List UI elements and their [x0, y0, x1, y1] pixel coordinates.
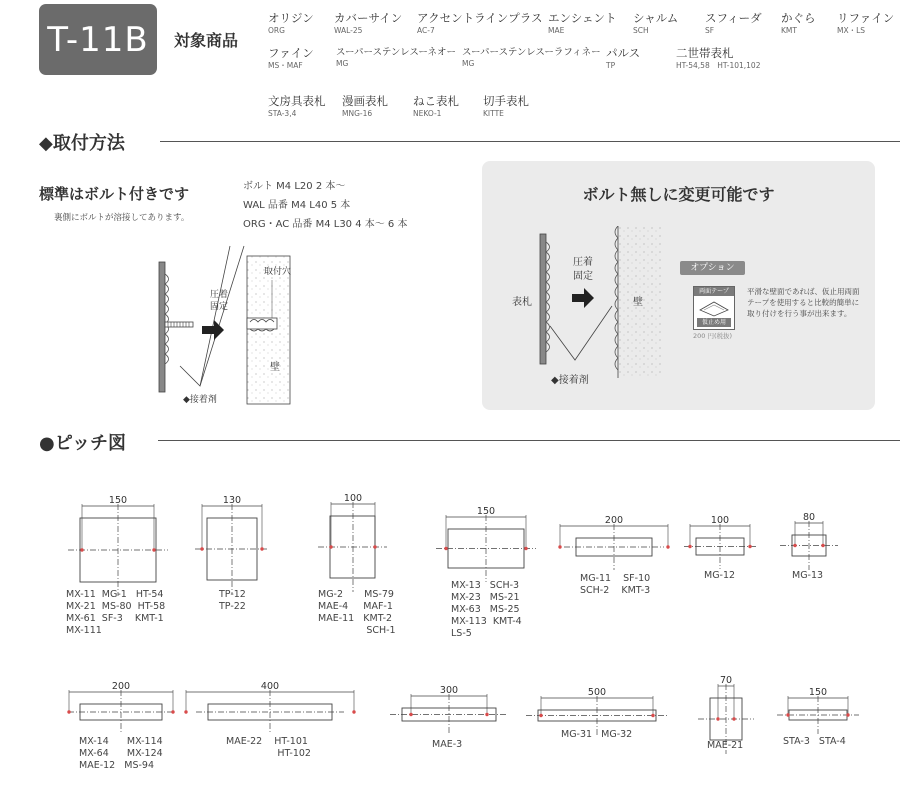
- pitch-value: 500: [587, 687, 607, 698]
- pitch-value: 100: [343, 493, 363, 504]
- pitch-value: 400: [260, 681, 280, 692]
- pitch-models: MX-11 MG-1 HT-54 MX-21 MS-80 HT-58 MX-61 SF-3 KMT-1 MX-111: [66, 589, 166, 636]
- bolt-hole: [688, 545, 691, 548]
- section-divider: [160, 141, 900, 142]
- bolt-hole: [666, 545, 669, 548]
- product-item: シャルム SCH: [633, 11, 679, 35]
- bolt-hole: [152, 548, 155, 551]
- pitch-value: 100: [710, 515, 730, 526]
- product-item: かぐら KMT: [781, 11, 816, 35]
- option-description: 平滑な壁面であれば、仮止用両面テープを使用すると比較的簡単に取り付けを行う事が出来ます。: [747, 287, 860, 318]
- pitch-models: MX-13 SCH-3 MX-23 MS-21 MX-63 MS-25 MX-113 KMT-4 LS-5: [451, 580, 522, 639]
- bolt-hole: [846, 713, 849, 716]
- option-badge: オプション: [680, 261, 745, 275]
- product-item: 二世帯表札 HT-54,58 HT-101,102: [676, 46, 761, 70]
- section-divider: [158, 440, 900, 441]
- pitch-value: 150: [476, 506, 496, 517]
- adhesive-bumps: [546, 242, 550, 352]
- pitch-value: 300: [439, 685, 459, 696]
- pitch-models: MG-11 SF-10 SCH-2 KMT-3: [580, 573, 651, 596]
- standard-bolt-title: 標準はボルト付きです: [39, 185, 190, 203]
- bolt-hole: [821, 544, 824, 547]
- pitch-models: MG-31 MG-32: [561, 729, 633, 740]
- bolt-hole: [539, 714, 542, 717]
- press-arrow-icon: [572, 288, 594, 308]
- fix-label: 固定: [573, 271, 593, 282]
- pitch-value: 150: [108, 495, 128, 506]
- pitch-section-title: ●ピッチ図: [39, 433, 126, 454]
- pitch-value: 200: [604, 515, 624, 526]
- pitch-models: MAE-21: [707, 740, 744, 751]
- bolt-hole: [184, 710, 187, 713]
- pitch-models: MG-2 MS-79 MAE-4 MAF-1 MAE-11 KMT-2 SCH-1: [318, 589, 396, 636]
- pitch-models: STA-3 STA-4: [783, 736, 846, 747]
- nameplate-side: [540, 234, 546, 364]
- pitch-models: TP-12 TP-22: [219, 589, 246, 612]
- bolt-spec: WAL 品番 M4 L40 5 本: [243, 200, 351, 211]
- no-bolt-title: ボルト無しに変更可能です: [582, 185, 775, 204]
- adhesive-mounting-diagram: [530, 226, 670, 386]
- press-label: 圧着: [573, 257, 593, 268]
- bolt-spec: ボルト M4 L20 2 本〜: [243, 181, 346, 192]
- pitch-value: 70: [719, 675, 733, 686]
- bolt-hole: [732, 717, 735, 720]
- bolt-hole: [80, 548, 83, 551]
- bolt-hole: [793, 544, 796, 547]
- option-price: 200 円(税抜): [693, 332, 733, 340]
- product-item: リファイン MX・LS: [837, 11, 895, 35]
- bolt-hole: [558, 545, 561, 548]
- press-arrow-icon: [202, 320, 224, 340]
- pitch-value: 150: [808, 687, 828, 698]
- press-label: 圧着: [210, 290, 229, 300]
- pitch-value: 80: [802, 512, 816, 523]
- bolt-mounting-diagram: [150, 236, 300, 406]
- bolt-hole: [786, 713, 789, 716]
- bolt-hole: [524, 547, 527, 550]
- bolt-hole: [171, 710, 174, 713]
- mounting-section-title: ◆取付方法: [39, 133, 125, 154]
- nameplate-side: [159, 262, 165, 392]
- bolt-hole: [352, 710, 355, 713]
- product-item: 文房具表札 STA-3,4: [268, 94, 326, 118]
- pitch-models: MX-14 MX-114 MX-64 MX-124 MAE-12 MS-94: [79, 736, 163, 771]
- adhesive-pointer: [180, 246, 230, 386]
- pitch-models: MAE-3: [432, 739, 463, 750]
- bolt-hole: [67, 710, 70, 713]
- bolt-hole: [200, 547, 203, 550]
- bolt-hole: [651, 714, 654, 717]
- products-label: 対象商品: [174, 31, 239, 50]
- wall-label: 壁: [633, 297, 643, 308]
- bolt-hole: [444, 547, 447, 550]
- product-item: スーパーステンレスーラフィネー MG: [462, 47, 601, 68]
- product-item: スフィーダ SF: [705, 11, 762, 35]
- product-item: パルス TP: [606, 46, 641, 70]
- pitch-models: MAE-22 HT-101 HT-102: [226, 736, 311, 759]
- adhesive-label: ◆接着剤: [183, 395, 217, 405]
- plate-label: 表札: [512, 297, 532, 308]
- fix-label: 固定: [210, 302, 229, 312]
- product-item: エンシェント MAE: [548, 11, 617, 35]
- bolt-spec: ORG・AC 品番 M4 L30 4 本〜 6 本: [243, 219, 408, 230]
- product-item: アクセントラインプラス AC-7: [417, 11, 543, 35]
- bolt-hole: [716, 717, 719, 720]
- pitch-models: MG-13: [792, 570, 824, 581]
- double-sided-tape-icon: 両面テープ 仮止め用: [693, 286, 735, 330]
- product-item: ねこ表札 NEKO-1: [413, 94, 459, 118]
- wall-label: 壁: [270, 362, 280, 373]
- product-item: オリジン ORG: [268, 11, 314, 35]
- pitch-value: 130: [222, 495, 242, 506]
- bolt-hole: [485, 713, 488, 716]
- product-item: ファイン MS・MAF: [268, 46, 314, 70]
- adhesive-bumps: [165, 274, 169, 364]
- product-item: スーパーステンレスーネオー MG: [336, 47, 456, 68]
- bolt-hole: [260, 547, 263, 550]
- product-item: 漫画表札 MNG-16: [342, 94, 388, 118]
- product-code-badge: T-11B: [39, 4, 157, 75]
- product-item: カバーサイン WAL-25: [334, 11, 403, 35]
- standard-bolt-subtitle: 裏側にボルトが溶接してあります。: [54, 213, 190, 223]
- adhesive-label: ◆接着剤: [551, 375, 589, 386]
- pitch-value: 200: [111, 681, 131, 692]
- bolt-hole: [373, 545, 376, 548]
- bolt-hole: [748, 545, 751, 548]
- bolt-hole: [409, 713, 412, 716]
- pitch-models: MG-12: [704, 570, 736, 581]
- hole-label: 取付穴: [264, 267, 292, 277]
- wall: [247, 256, 290, 404]
- adhesive-pointer: [550, 306, 612, 360]
- bolt-hole: [329, 545, 332, 548]
- product-item: 切手表札 KITTE: [483, 94, 529, 118]
